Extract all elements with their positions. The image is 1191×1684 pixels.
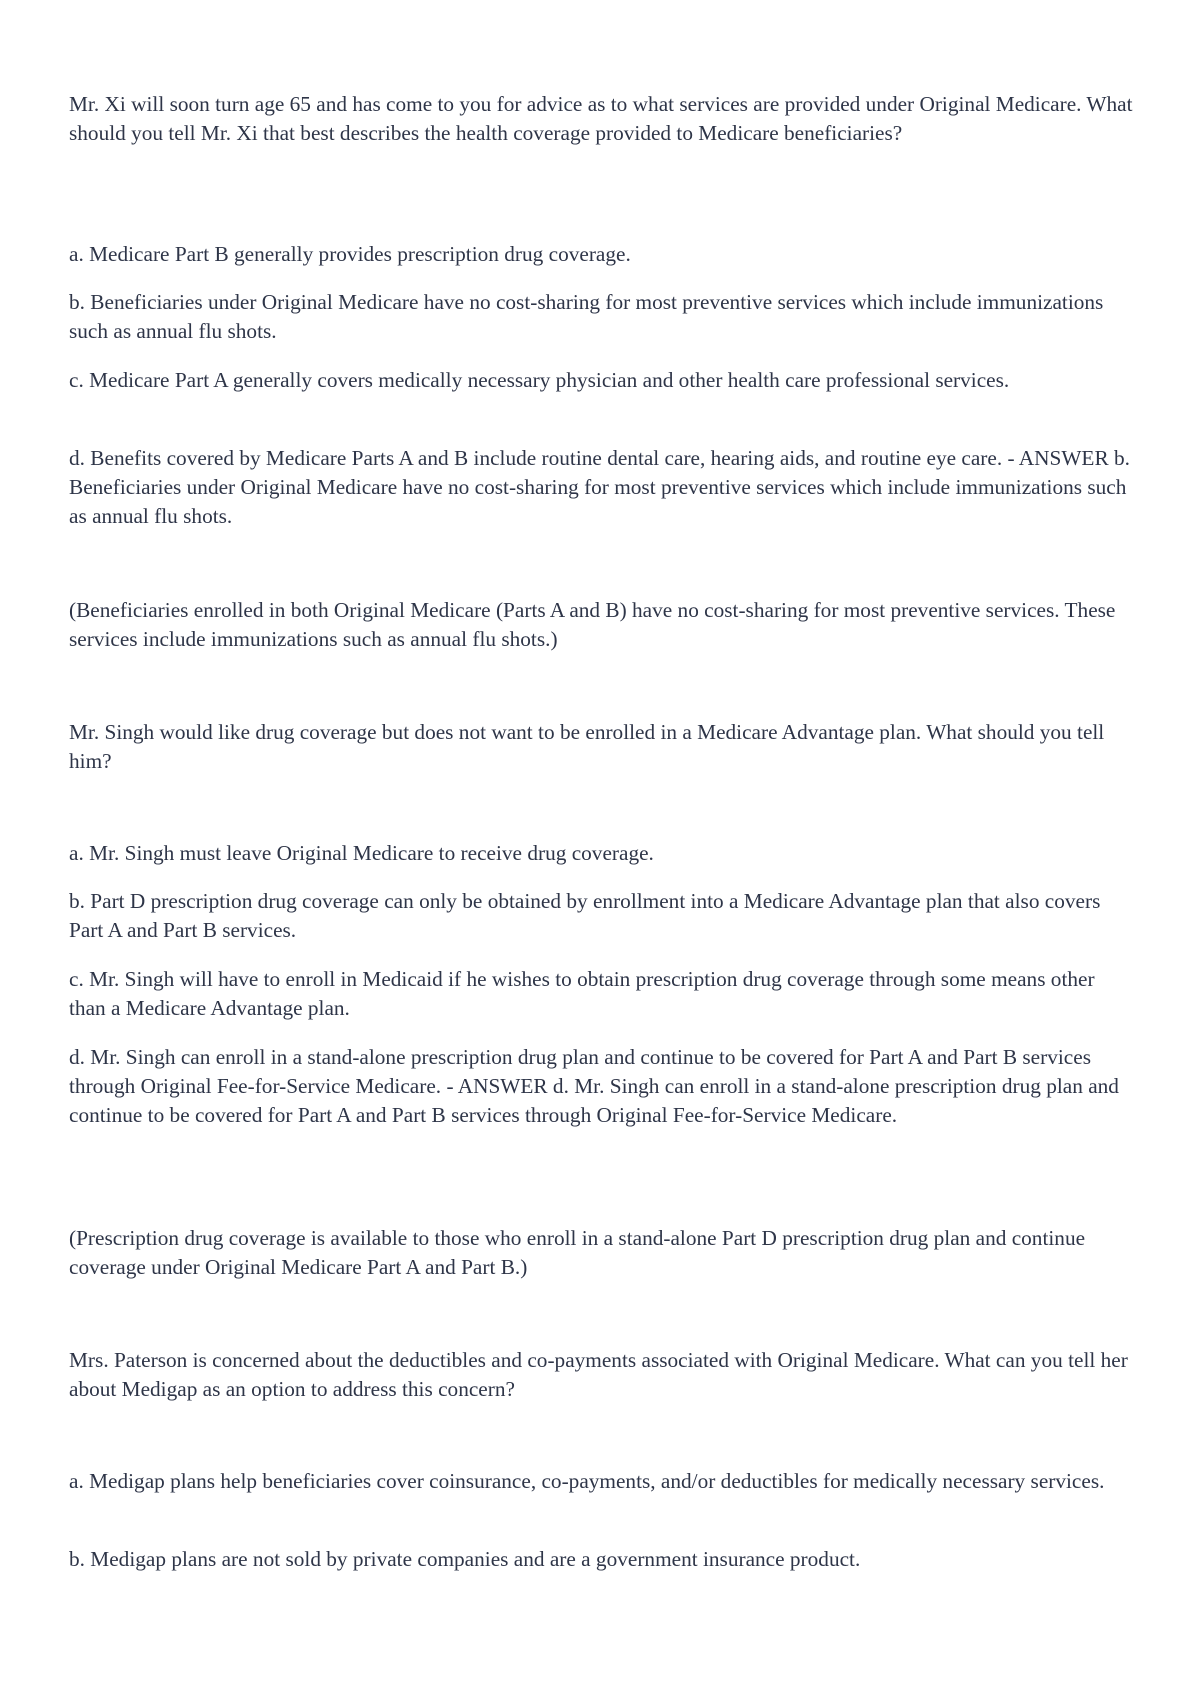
question-3-option-b: b. Medigap plans are not sold by private companies and are a government insurance product. (69, 1547, 861, 1571)
question-1-option-a: a. Medicare Part B generally provides prescription drug coverage. (69, 242, 631, 266)
question-2-option-b: b. Part D prescription drug coverage can only be obtained by enrollment into a Medicare Advantage plan that also covers Part A and Part B services. (69, 889, 1101, 942)
question-3-option-a: a. Medigap plans help beneficiaries cover coinsurance, co-payments, and/or deductibles for medically necessary services. (69, 1469, 1105, 1493)
question-2-text: Mr. Singh would like drug coverage but does not want to be enrolled in a Medicare Advantage plan. What should you tell him? (69, 720, 1105, 773)
question-2-explanation: (Prescription drug coverage is available to those who enroll in a stand-alone Part D prescription drug plan and continue coverage under Original Medicare Part A and Part B.) (69, 1226, 1086, 1279)
question-2-option-d-answer: d. Mr. Singh can enroll in a stand-alone prescription drug plan and continue to be covered for Part A and Part B services through Original Fee-for-Service Medicare. - ANSWER d. Mr. Singh can enroll in a stand-alone prescription drug plan and continue to be covered for Part A and Part B services through Original Fee-for-Service Medicare. (69, 1045, 1119, 1127)
question-2-option-a: a. Mr. Singh must leave Original Medicare to receive drug coverage. (69, 841, 654, 865)
question-1-option-d-answer: d. Benefits covered by Medicare Parts A and B include routine dental care, hearing aids, and routine eye care. - ANSWER b. Beneficiaries under Original Medicare have no cost-sharing for most preventive services which include immunizations such as annual flu shots. (69, 446, 1130, 528)
question-1-text: Mr. Xi will soon turn age 65 and has come to you for advice as to what services are provided under Original Medicare. What should you tell Mr. Xi that best describes the health coverage provided to Medicare beneficiaries? (69, 92, 1133, 145)
question-3-text: Mrs. Paterson is concerned about the deductibles and co-payments associated with Original Medicare. What can you tell her about Medigap as an option to address this concern? (69, 1348, 1128, 1401)
question-1-explanation: (Beneficiaries enrolled in both Original Medicare (Parts A and B) have no cost-sharing for most preventive services. These services include immunizations such as annual flu shots.) (69, 598, 1116, 651)
question-2-option-c: c. Mr. Singh will have to enroll in Medicaid if he wishes to obtain prescription drug coverage through some means other than a Medicare Advantage plan. (69, 967, 1095, 1020)
question-1-option-c: c. Medicare Part A generally covers medically necessary physician and other health care professional services. (69, 368, 1010, 392)
question-1-option-b: b. Beneficiaries under Original Medicare have no cost-sharing for most preventive services which include immunizations such as annual flu shots. (69, 290, 1104, 343)
